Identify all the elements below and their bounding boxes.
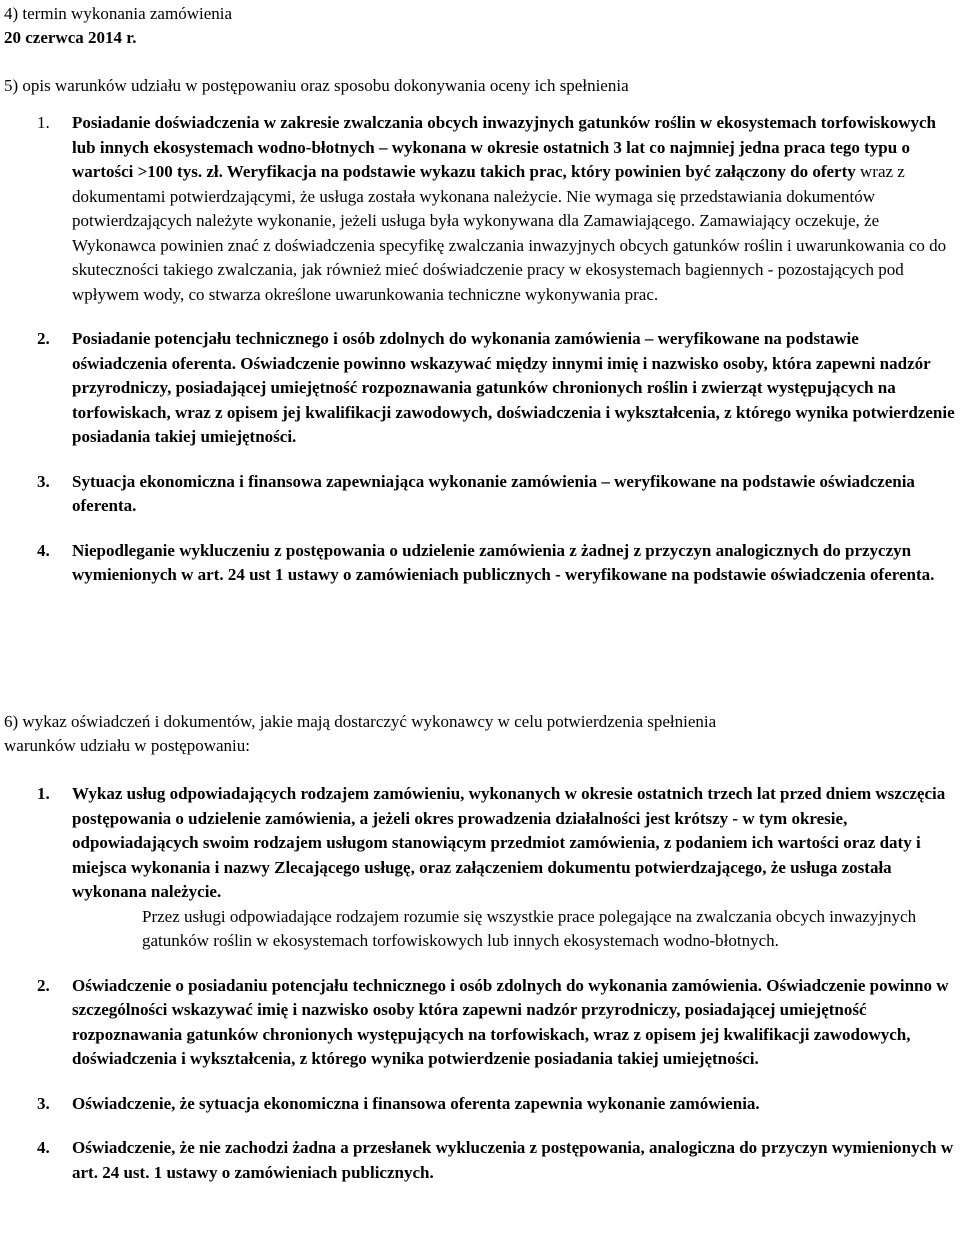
item-text: wraz z dokumentami potwierdzającymi, że usługa została wykonana należycie. Nie wymaga się przedstawiania dokumentów potwierdzających należyte wykonanie, jeżeli usługa była wykonywana dla Zamawiającego. Zamawiający oczekuje, że Wykonawca powinien znać z doświadczenia specyfikę zwalczania inwazyjnych obcych gatunków roślin i uwarunkowania co do skuteczności takiego zwalczania, jak również mieć doświadczenie pracy w ekosystemach bagiennych - pozostających pod wpływem wody, co stwarza określone uwarunkowania techniczne wykonywania prac.	[72, 162, 947, 304]
list-item	[0, 327, 960, 450]
list-item	[0, 1092, 960, 1117]
list-item	[0, 974, 960, 1072]
item-note: Przez usługi odpowiadające rodzajem rozumie się wszystkie prace polegające na zwalczania obcych inwazyjnych gatunków roślin w ekosystemach torfowiskowych lub innych ekosystemach wodno-błotnych.	[142, 906, 917, 950]
item-number: 1.	[37, 113, 50, 132]
section-6-list	[0, 782, 960, 1185]
item-number: 4.	[37, 1138, 50, 1157]
list-item	[0, 782, 960, 954]
item-bold-text: Niepodleganie wykluczeniu z postępowania o udzielenie zamówienia z żadnej z przyczyn analogicznych do przyczyn wymienionych w art. 24 ust 1 ustawy o zamówieniach publicznych - weryfikowane na podstawie oświadczenia oferenta.	[72, 540, 935, 584]
list-item	[0, 111, 960, 307]
item-bold-text: Wykaz usług odpowiadających rodzajem zamówieniu, wykonanych w okresie ostatnich trzech lat przed dniem wszczęcia postępowania o udzielenie zamówienia, a jeżeli okres prowadzenia działalności jest krótszy - w tym okresie, odpowiadających swoim rodzajem usługom stanowiącym przedmiot zamówienia, z podaniem ich wartości oraz daty i miejsca wykonania i nazwy Zlecającego usługę, oraz załączeniem dokumentu potwierdzającego, że usługa została wykonana należycie.	[72, 784, 946, 901]
completion-date: 20 czerwca 2014 r.	[4, 28, 137, 47]
section-6-heading-cont: warunków udziału w postępowaniu:	[4, 736, 250, 755]
item-bold-text: Oświadczenie o posiadaniu potencjału technicznego i osób zdolnych do wykonania zamówienia. Oświadczenie powinno w szczególności wskazywać imię i nazwisko osoby która zapewni nadzór przyrodniczy, posiadającej umiejętność rozpoznawania gatunków chronionych występujących na torfowiskach, wraz z opisem jej kwalifikacji zawodowych, doświadczenia i wykształcenia, z którego wynika potwierdzenie posiadania takiej umiejętności.	[72, 975, 949, 1068]
section-6-heading: 6) wykaz oświadczeń i dokumentów, jakie mają dostarczyć wykonawcy w celu potwierdzenia spełnienia	[4, 712, 717, 731]
item-number: 2.	[37, 975, 50, 995]
list-item	[0, 539, 960, 588]
item-number: 2.	[37, 329, 50, 348]
item-bold-text: Sytuacja ekonomiczna i finansowa zapewniająca wykonanie zamówienia – weryfikowane na podstawie oświadczenia oferenta.	[72, 471, 915, 515]
item-number: 3.	[37, 471, 50, 491]
item-bold-text: Oświadczenie, że sytuacja ekonomiczna i finansowa oferenta zapewnia wykonanie zamówienia.	[72, 1093, 760, 1113]
item-number: 1.	[37, 784, 50, 803]
item-number: 3.	[37, 1093, 50, 1113]
section-4-heading: 4) termin wykonania zamówienia	[4, 4, 233, 23]
list-item	[0, 1136, 960, 1185]
item-bold-text: Posiadanie doświadczenia w zakresie zwalczania obcych inwazyjnych gatunków roślin w ekosystemach torfowiskowych lub innych ekosystemach wodno-błotnych – wykonana w okresie ostatnich 3 lat co najmniej jedna praca tego typu o wartości >100 tys. zł. Weryfikacja na podstawie wykazu takich prac, który powinien być załączony do oferty	[72, 113, 937, 181]
item-bold-text: Oświadczenie, że nie zachodzi żadna a przesłanek wykluczenia z postępowania, analogiczna do przyczyn wymienionych w art. 24 ust. 1 ustawy o zamówieniach publicznych.	[72, 1138, 954, 1182]
item-number: 4.	[37, 540, 50, 560]
section-5-heading: 5) opis warunków udziału w postępowaniu oraz sposobu dokonywania oceny ich spełnienia	[4, 76, 629, 95]
section-5-list	[0, 111, 960, 588]
list-item	[0, 470, 960, 519]
item-bold-text: Posiadanie potencjału technicznego i osób zdolnych do wykonania zamówienia – weryfikowane na podstawie oświadczenia oferenta. Oświadczenie powinno wskazywać między innymi imię i nazwisko osoby, która zapewni nadzór przyrodniczy, posiadającej umiejętność rozpoznawania gatunków chronionych roślin i zwierząt występujących na torfowiskach, wraz z opisem jej kwalifikacji zawodowych, doświadczenia i wykształcenia, z którego wynika potwierdzenie posiadania takiej umiejętności.	[72, 329, 955, 446]
